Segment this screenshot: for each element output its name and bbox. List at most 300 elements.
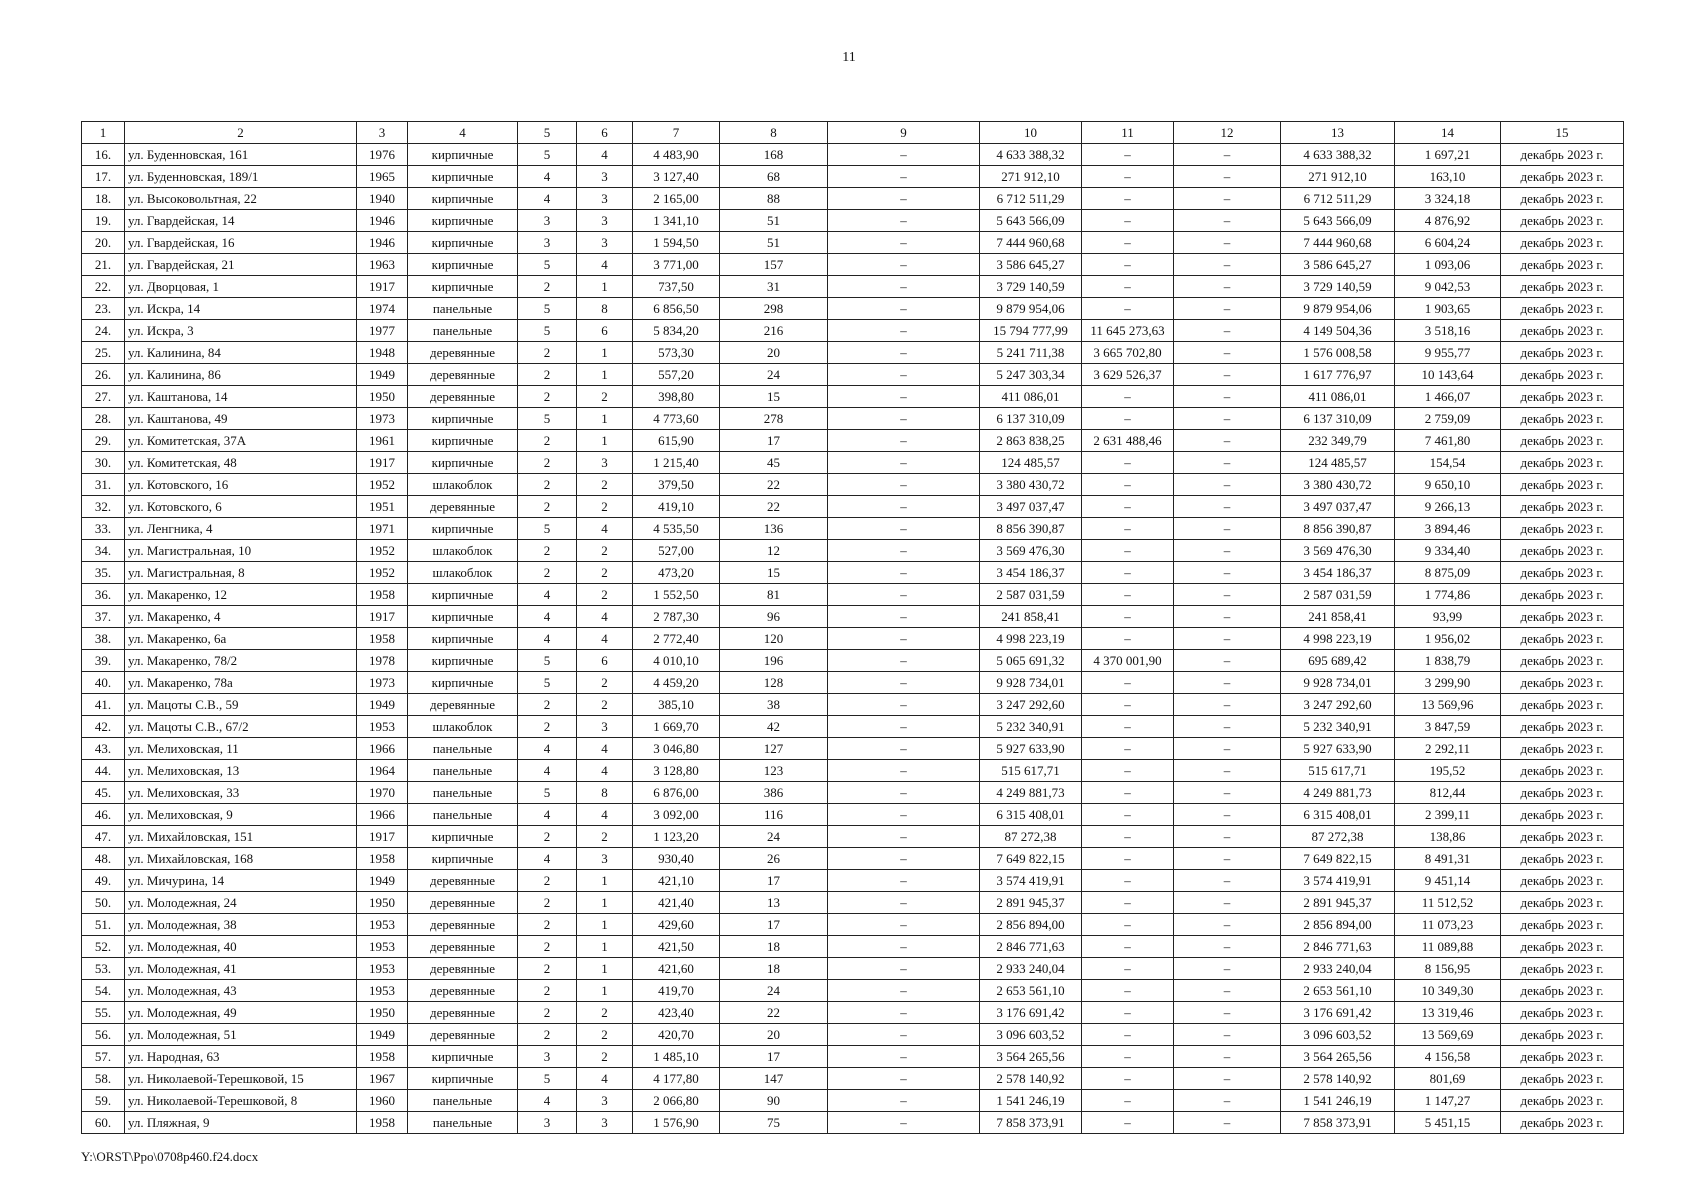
table-cell: 32. (82, 496, 125, 518)
table-cell: кирпичные (408, 628, 518, 650)
address-cell: ул. Макаренко, 78/2 (125, 650, 357, 672)
table-cell: – (828, 848, 980, 870)
table-cell: 1 838,79 (1395, 650, 1501, 672)
address-cell: ул. Буденновская, 189/1 (125, 166, 357, 188)
column-header: 14 (1395, 122, 1501, 144)
table-cell: – (828, 738, 980, 760)
table-cell: деревянные (408, 496, 518, 518)
table-cell: – (1082, 254, 1174, 276)
table-cell: 138,86 (1395, 826, 1501, 848)
address-cell: ул. Калинина, 86 (125, 364, 357, 386)
table-cell: 4 177,80 (633, 1068, 720, 1090)
table-cell: 68 (720, 166, 828, 188)
table-cell: 7 858 373,91 (980, 1112, 1082, 1134)
table-cell: 15 794 777,99 (980, 320, 1082, 342)
table-cell: – (1174, 694, 1281, 716)
table-cell: декабрь 2023 г. (1501, 1046, 1624, 1068)
table-cell: 1 903,65 (1395, 298, 1501, 320)
table-cell: – (1174, 738, 1281, 760)
table-cell: 8 491,31 (1395, 848, 1501, 870)
table-cell: кирпичные (408, 848, 518, 870)
table-cell: 3 (577, 452, 633, 474)
table-cell: кирпичные (408, 408, 518, 430)
table-cell: 56. (82, 1024, 125, 1046)
table-cell: кирпичные (408, 518, 518, 540)
table-cell: 3 128,80 (633, 760, 720, 782)
column-header: 13 (1281, 122, 1395, 144)
table-cell: декабрь 2023 г. (1501, 430, 1624, 452)
table-row (82, 298, 1624, 320)
address-cell: ул. Дворцовая, 1 (125, 276, 357, 298)
table-row (82, 870, 1624, 892)
column-header: 4 (408, 122, 518, 144)
table-cell: 2 587 031,59 (980, 584, 1082, 606)
table-cell: 8 (577, 298, 633, 320)
table-cell: декабрь 2023 г. (1501, 628, 1624, 650)
table-cell: декабрь 2023 г. (1501, 474, 1624, 496)
table-cell: – (828, 650, 980, 672)
table-cell: панельные (408, 804, 518, 826)
table-cell: 5 232 340,91 (1281, 716, 1395, 738)
table-cell: 2 933 240,04 (980, 958, 1082, 980)
table-cell: панельные (408, 782, 518, 804)
table-cell: 615,90 (633, 430, 720, 452)
table-cell: – (1174, 826, 1281, 848)
table-cell: 10 143,64 (1395, 364, 1501, 386)
table-cell: 1 147,27 (1395, 1090, 1501, 1112)
table-cell: 7 444 960,68 (980, 232, 1082, 254)
table-cell: – (1082, 540, 1174, 562)
table-cell: 1958 (357, 628, 408, 650)
table-cell: декабрь 2023 г. (1501, 232, 1624, 254)
address-cell: ул. Каштанова, 14 (125, 386, 357, 408)
table-cell: 1 (577, 980, 633, 1002)
table-cell: 38. (82, 628, 125, 650)
table-cell: – (1174, 1112, 1281, 1134)
table-cell: 50. (82, 892, 125, 914)
table-cell: 17 (720, 430, 828, 452)
table-cell: 3 299,90 (1395, 672, 1501, 694)
column-header: 10 (980, 122, 1082, 144)
table-cell: – (1082, 716, 1174, 738)
table-cell: – (1174, 386, 1281, 408)
table-cell: – (1082, 738, 1174, 760)
table-cell: 19. (82, 210, 125, 232)
table-cell: – (828, 1024, 980, 1046)
table-cell: 3 (577, 166, 633, 188)
table-cell: 3 247 292,60 (980, 694, 1082, 716)
table-cell: 2 (518, 826, 577, 848)
column-header: 3 (357, 122, 408, 144)
table-cell: 81 (720, 584, 828, 606)
table-cell: 1953 (357, 980, 408, 1002)
table-cell: 4 370 001,90 (1082, 650, 1174, 672)
table-cell: 1948 (357, 342, 408, 364)
table-row (82, 716, 1624, 738)
table-cell: 38 (720, 694, 828, 716)
address-cell: ул. Молодежная, 24 (125, 892, 357, 914)
table-cell: 1963 (357, 254, 408, 276)
table-cell: 3 (518, 1112, 577, 1134)
table-cell: 3 380 430,72 (980, 474, 1082, 496)
table-cell: – (1174, 298, 1281, 320)
table-cell: – (1174, 518, 1281, 540)
table-row (82, 1046, 1624, 1068)
table-cell: 1 576,90 (633, 1112, 720, 1134)
table-cell: 2 (518, 716, 577, 738)
table-cell: 1 552,50 (633, 584, 720, 606)
table-cell: 4 (577, 144, 633, 166)
table-cell: 2 (577, 1024, 633, 1046)
table-cell: 1966 (357, 738, 408, 760)
table-cell: 128 (720, 672, 828, 694)
table-cell: 3 497 037,47 (1281, 496, 1395, 518)
table-cell: декабрь 2023 г. (1501, 518, 1624, 540)
table-cell: 2 292,11 (1395, 738, 1501, 760)
table-cell: – (1174, 430, 1281, 452)
table-cell: 46. (82, 804, 125, 826)
table-cell: – (1082, 210, 1174, 232)
table-cell: панельные (408, 738, 518, 760)
table-cell: 22 (720, 474, 828, 496)
table-cell: 52. (82, 936, 125, 958)
table-cell: 271 912,10 (1281, 166, 1395, 188)
table-cell: 1958 (357, 584, 408, 606)
table-cell: 1 (577, 276, 633, 298)
table-cell: – (1174, 166, 1281, 188)
table-cell: 3 176 691,42 (980, 1002, 1082, 1024)
table-cell: 34. (82, 540, 125, 562)
table-cell: 87 272,38 (980, 826, 1082, 848)
table-cell: – (1174, 496, 1281, 518)
table-cell: кирпичные (408, 826, 518, 848)
table-cell: 45 (720, 452, 828, 474)
table-cell: – (1174, 562, 1281, 584)
table-cell: – (1082, 518, 1174, 540)
table-cell: декабрь 2023 г. (1501, 914, 1624, 936)
table-cell: 3 847,59 (1395, 716, 1501, 738)
table-cell: декабрь 2023 г. (1501, 452, 1624, 474)
table-cell: 2 787,30 (633, 606, 720, 628)
table-cell: 24 (720, 826, 828, 848)
table-cell: 2 (518, 1002, 577, 1024)
table-cell: – (828, 430, 980, 452)
table-cell: 812,44 (1395, 782, 1501, 804)
table-cell: 41. (82, 694, 125, 716)
table-cell: кирпичные (408, 144, 518, 166)
table-cell: 515 617,71 (980, 760, 1082, 782)
table-cell: – (828, 342, 980, 364)
table-cell: 421,50 (633, 936, 720, 958)
table-cell: – (1174, 782, 1281, 804)
table-cell: деревянные (408, 1024, 518, 1046)
table-cell: 2 (518, 936, 577, 958)
table-cell: 5 (518, 320, 577, 342)
table-cell: 44. (82, 760, 125, 782)
table-cell: 9 334,40 (1395, 540, 1501, 562)
table-cell: 88 (720, 188, 828, 210)
table-cell: – (1082, 1068, 1174, 1090)
table-cell: 2 (518, 1024, 577, 1046)
table-cell: кирпичные (408, 276, 518, 298)
table-cell: 1 093,06 (1395, 254, 1501, 276)
table-cell: 3 569 476,30 (1281, 540, 1395, 562)
table-cell: декабрь 2023 г. (1501, 364, 1624, 386)
table-cell: 4 535,50 (633, 518, 720, 540)
table-row (82, 408, 1624, 430)
table-row (82, 958, 1624, 980)
table-cell: декабрь 2023 г. (1501, 166, 1624, 188)
table-cell: шлакоблок (408, 474, 518, 496)
table-cell: 1940 (357, 188, 408, 210)
table-row (82, 936, 1624, 958)
table-cell: 1 (577, 936, 633, 958)
table-body (82, 144, 1624, 1134)
table-cell: 124 485,57 (980, 452, 1082, 474)
table-cell: – (1174, 584, 1281, 606)
table-cell: 154,54 (1395, 452, 1501, 474)
table-cell: декабрь 2023 г. (1501, 1090, 1624, 1112)
table-cell: – (1082, 474, 1174, 496)
table-cell: 58. (82, 1068, 125, 1090)
table-cell: 2 (518, 562, 577, 584)
table-cell: 3 894,46 (1395, 518, 1501, 540)
table-cell: 4 (577, 1068, 633, 1090)
table-cell: – (1082, 628, 1174, 650)
table-cell: – (1174, 650, 1281, 672)
address-cell: ул. Мацоты С.В., 59 (125, 694, 357, 716)
table-cell: декабрь 2023 г. (1501, 848, 1624, 870)
address-cell: ул. Макаренко, 4 (125, 606, 357, 628)
table-cell: 4 (518, 1090, 577, 1112)
table-cell: 8 856 390,87 (980, 518, 1082, 540)
table-cell: 1 594,50 (633, 232, 720, 254)
table-cell: декабрь 2023 г. (1501, 738, 1624, 760)
table-cell: декабрь 2023 г. (1501, 188, 1624, 210)
table-cell: 3 247 292,60 (1281, 694, 1395, 716)
table-cell: 3 574 419,91 (980, 870, 1082, 892)
address-cell: ул. Гвардейская, 21 (125, 254, 357, 276)
column-header: 15 (1501, 122, 1624, 144)
table-cell: 6 (577, 320, 633, 342)
table-row (82, 1112, 1624, 1134)
table-cell: 4 (577, 760, 633, 782)
table-cell: деревянные (408, 386, 518, 408)
address-cell: ул. Молодежная, 43 (125, 980, 357, 1002)
table-cell: 1 (577, 870, 633, 892)
table-cell: декабрь 2023 г. (1501, 1112, 1624, 1134)
table-cell: 31 (720, 276, 828, 298)
table-cell: кирпичные (408, 1068, 518, 1090)
table-cell: 3 771,00 (633, 254, 720, 276)
table-cell: 2 (577, 1046, 633, 1068)
table-cell: 4 (518, 628, 577, 650)
table-row (82, 1068, 1624, 1090)
table-cell: – (828, 936, 980, 958)
table-cell: декабрь 2023 г. (1501, 320, 1624, 342)
table-row (82, 144, 1624, 166)
table-cell: 3 380 430,72 (1281, 474, 1395, 496)
table-cell: 1 (577, 364, 633, 386)
table-cell: 3 (518, 232, 577, 254)
table-cell: 1950 (357, 892, 408, 914)
table-cell: 24. (82, 320, 125, 342)
table-cell: 5 (518, 144, 577, 166)
table-cell: – (1082, 936, 1174, 958)
table-cell: 3 096 603,52 (980, 1024, 1082, 1046)
table-cell: 1953 (357, 958, 408, 980)
table-row (82, 914, 1624, 936)
table-cell: 5 247 303,34 (980, 364, 1082, 386)
table-cell: 1 617 776,97 (1281, 364, 1395, 386)
table-cell: 2 578 140,92 (980, 1068, 1082, 1090)
table-cell: – (1174, 342, 1281, 364)
table-cell: 96 (720, 606, 828, 628)
table-cell: 7 649 822,15 (980, 848, 1082, 870)
table-cell: 1 341,10 (633, 210, 720, 232)
table-cell: декабрь 2023 г. (1501, 650, 1624, 672)
table-cell: 421,60 (633, 958, 720, 980)
table-cell: – (1082, 672, 1174, 694)
table-cell: 2 846 771,63 (980, 936, 1082, 958)
table-cell: 26. (82, 364, 125, 386)
table-cell: 1 (577, 430, 633, 452)
table-cell: 1961 (357, 430, 408, 452)
table-cell: – (1174, 276, 1281, 298)
table-cell: 1950 (357, 386, 408, 408)
page-number: 11 (842, 50, 856, 65)
table-row (82, 386, 1624, 408)
table-cell: 1949 (357, 870, 408, 892)
column-header: 8 (720, 122, 828, 144)
table-cell: 1964 (357, 760, 408, 782)
table-cell: 1978 (357, 650, 408, 672)
table-cell: 18 (720, 958, 828, 980)
table-cell: – (828, 320, 980, 342)
table-cell: 4 249 881,73 (1281, 782, 1395, 804)
table-cell: 54. (82, 980, 125, 1002)
table-cell: – (1174, 672, 1281, 694)
table-cell: 1 123,20 (633, 826, 720, 848)
table-cell: 278 (720, 408, 828, 430)
address-cell: ул. Михайловская, 168 (125, 848, 357, 870)
table-cell: 3 497 037,47 (980, 496, 1082, 518)
table-cell: – (828, 826, 980, 848)
table-cell: 2 (518, 540, 577, 562)
table-cell: 51 (720, 210, 828, 232)
table-cell: декабрь 2023 г. (1501, 936, 1624, 958)
table-cell: 1917 (357, 452, 408, 474)
table-cell: 9 650,10 (1395, 474, 1501, 496)
table-cell: 120 (720, 628, 828, 650)
table-cell: 423,40 (633, 1002, 720, 1024)
address-cell: ул. Комитетская, 48 (125, 452, 357, 474)
table-cell: – (1082, 1112, 1174, 1134)
table-cell: 157 (720, 254, 828, 276)
table-cell: – (1082, 144, 1174, 166)
table-cell: 13 569,69 (1395, 1024, 1501, 1046)
table-cell: 18. (82, 188, 125, 210)
table-cell: 1952 (357, 474, 408, 496)
table-cell: 124 485,57 (1281, 452, 1395, 474)
table-cell: 2 631 488,46 (1082, 430, 1174, 452)
table-row (82, 430, 1624, 452)
table-cell: 2 772,40 (633, 628, 720, 650)
table-cell: 127 (720, 738, 828, 760)
address-cell: ул. Молодежная, 38 (125, 914, 357, 936)
table-cell: 2 (518, 958, 577, 980)
table-cell: – (1082, 276, 1174, 298)
table-cell: – (1082, 386, 1174, 408)
table-cell: – (1174, 1002, 1281, 1024)
table-cell: 2 (577, 672, 633, 694)
table-row (82, 892, 1624, 914)
table-cell: декабрь 2023 г. (1501, 694, 1624, 716)
table-cell: – (828, 1090, 980, 1112)
table-cell: 3 (577, 232, 633, 254)
table-cell: – (828, 804, 980, 826)
table-row (82, 188, 1624, 210)
address-cell: ул. Макаренко, 12 (125, 584, 357, 606)
table-cell: 695 689,42 (1281, 650, 1395, 672)
table-row (82, 782, 1624, 804)
table-cell: 1973 (357, 672, 408, 694)
address-cell: ул. Мелиховская, 11 (125, 738, 357, 760)
table-row (82, 342, 1624, 364)
table-cell: 1 576 008,58 (1281, 342, 1395, 364)
table-cell: 60. (82, 1112, 125, 1134)
table-cell: 47. (82, 826, 125, 848)
table-cell: – (1082, 694, 1174, 716)
table-cell: 1 466,07 (1395, 386, 1501, 408)
table-cell: 3 (577, 210, 633, 232)
address-cell: ул. Искра, 3 (125, 320, 357, 342)
table-cell: – (828, 892, 980, 914)
table-cell: шлакоблок (408, 716, 518, 738)
table-cell: 90 (720, 1090, 828, 1112)
column-header: 1 (82, 122, 125, 144)
table-cell: – (828, 606, 980, 628)
table-cell: 4 (577, 738, 633, 760)
table-cell: декабрь 2023 г. (1501, 1068, 1624, 1090)
table-cell: 1971 (357, 518, 408, 540)
table-cell: – (828, 694, 980, 716)
table-cell: деревянные (408, 870, 518, 892)
table-cell: 4 (518, 606, 577, 628)
table-cell: 4 998 223,19 (1281, 628, 1395, 650)
table-cell: 1953 (357, 716, 408, 738)
table-cell: – (828, 1046, 980, 1068)
table-cell: кирпичные (408, 254, 518, 276)
table-cell: 24 (720, 364, 828, 386)
table-cell: – (1174, 804, 1281, 826)
table-cell: 4 010,10 (633, 650, 720, 672)
table-cell: 2 165,00 (633, 188, 720, 210)
table-cell: 20. (82, 232, 125, 254)
table-cell: 5 643 566,09 (980, 210, 1082, 232)
table-cell: 527,00 (633, 540, 720, 562)
address-cell: ул. Комитетская, 37А (125, 430, 357, 452)
table-cell: 573,30 (633, 342, 720, 364)
table-cell: – (828, 166, 980, 188)
table-cell: 1976 (357, 144, 408, 166)
table-cell: – (828, 254, 980, 276)
address-cell: ул. Мелиховская, 13 (125, 760, 357, 782)
address-cell: ул. Макаренко, 6а (125, 628, 357, 650)
table-cell: 3 (577, 188, 633, 210)
table-row (82, 562, 1624, 584)
table-row (82, 452, 1624, 474)
